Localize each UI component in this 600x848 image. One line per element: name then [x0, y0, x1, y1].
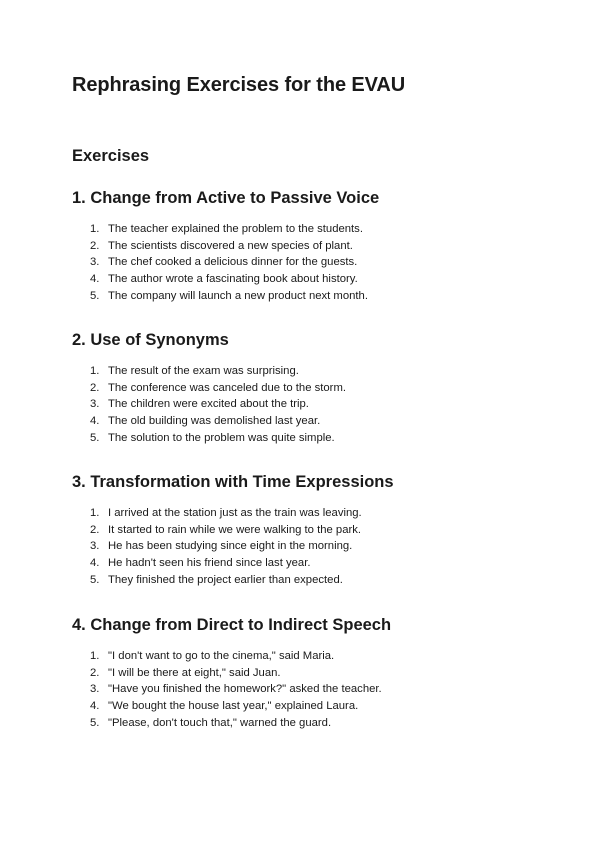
- item-text: The chef cooked a delicious dinner for the guests.: [108, 256, 358, 269]
- document-title: Rephrasing Exercises for the EVAU: [72, 74, 406, 96]
- section-heading: 1. Change from Active to Passive Voice: [72, 189, 380, 207]
- item-number: 4.: [90, 700, 100, 713]
- item-number: 2.: [90, 239, 100, 252]
- item-number: 4.: [90, 273, 100, 286]
- section-time-expressions: [72, 471, 552, 586]
- item-number: 3.: [90, 256, 100, 269]
- item-number: 1.: [90, 507, 100, 519]
- item-text: "Please, don't touch that," warned the guard.: [108, 716, 332, 729]
- section-heading: 4. Change from Direct to Indirect Speech: [72, 616, 392, 634]
- item-text: He has been studying since eight in the morning.: [108, 540, 353, 553]
- item-number: 2.: [90, 381, 100, 394]
- item-text: They finished the project earlier than expected.: [108, 573, 343, 586]
- item-number: 3.: [90, 683, 100, 696]
- item-text: "I will be there at eight," said Juan.: [108, 666, 281, 679]
- item-text: I arrived at the station just as the train was leaving.: [108, 507, 362, 519]
- section-indirect-speech: [72, 614, 552, 729]
- item-number: 5.: [90, 716, 100, 729]
- item-text: "We bought the house last year," explained Laura.: [108, 700, 359, 713]
- item-number: 1.: [90, 650, 100, 662]
- item-text: The children were excited about the trip.: [108, 398, 309, 411]
- item-text: The teacher explained the problem to the students.: [108, 223, 363, 235]
- item-number: 5.: [90, 573, 100, 586]
- item-text: It started to rain while we were walking to the park.: [108, 523, 362, 536]
- section-active-passive: [72, 187, 552, 302]
- item-number: 1.: [90, 365, 100, 377]
- item-number: 4.: [90, 557, 100, 570]
- item-number: 5.: [90, 289, 100, 302]
- item-text: The conference was canceled due to the storm.: [108, 381, 346, 394]
- item-text: He hadn't seen his friend since last year.: [108, 557, 311, 570]
- item-text: The old building was demolished last year.: [108, 415, 321, 428]
- item-text: "I don't want to go to the cinema," said Maria.: [108, 650, 335, 662]
- item-number: 1.: [90, 223, 100, 235]
- item-number: 2.: [90, 666, 100, 679]
- section-heading: 3. Transformation with Time Expressions: [72, 473, 394, 491]
- item-text: "Have you finished the homework?" asked the teacher.: [108, 683, 382, 696]
- item-number: 3.: [90, 540, 100, 553]
- item-text: The result of the exam was surprising.: [108, 365, 299, 377]
- item-number: 3.: [90, 398, 100, 411]
- exercises-heading: Exercises: [72, 147, 150, 165]
- section-synonyms: [72, 329, 552, 444]
- item-number: 4.: [90, 415, 100, 428]
- section-heading: 2. Use of Synonyms: [72, 331, 229, 349]
- item-number: 2.: [90, 523, 100, 536]
- item-text: The author wrote a fascinating book about history.: [108, 273, 358, 286]
- item-text: The solution to the problem was quite simple.: [108, 431, 335, 444]
- item-number: 5.: [90, 431, 100, 444]
- item-text: The company will launch a new product next month.: [108, 289, 368, 302]
- item-text: The scientists discovered a new species of plant.: [108, 239, 353, 252]
